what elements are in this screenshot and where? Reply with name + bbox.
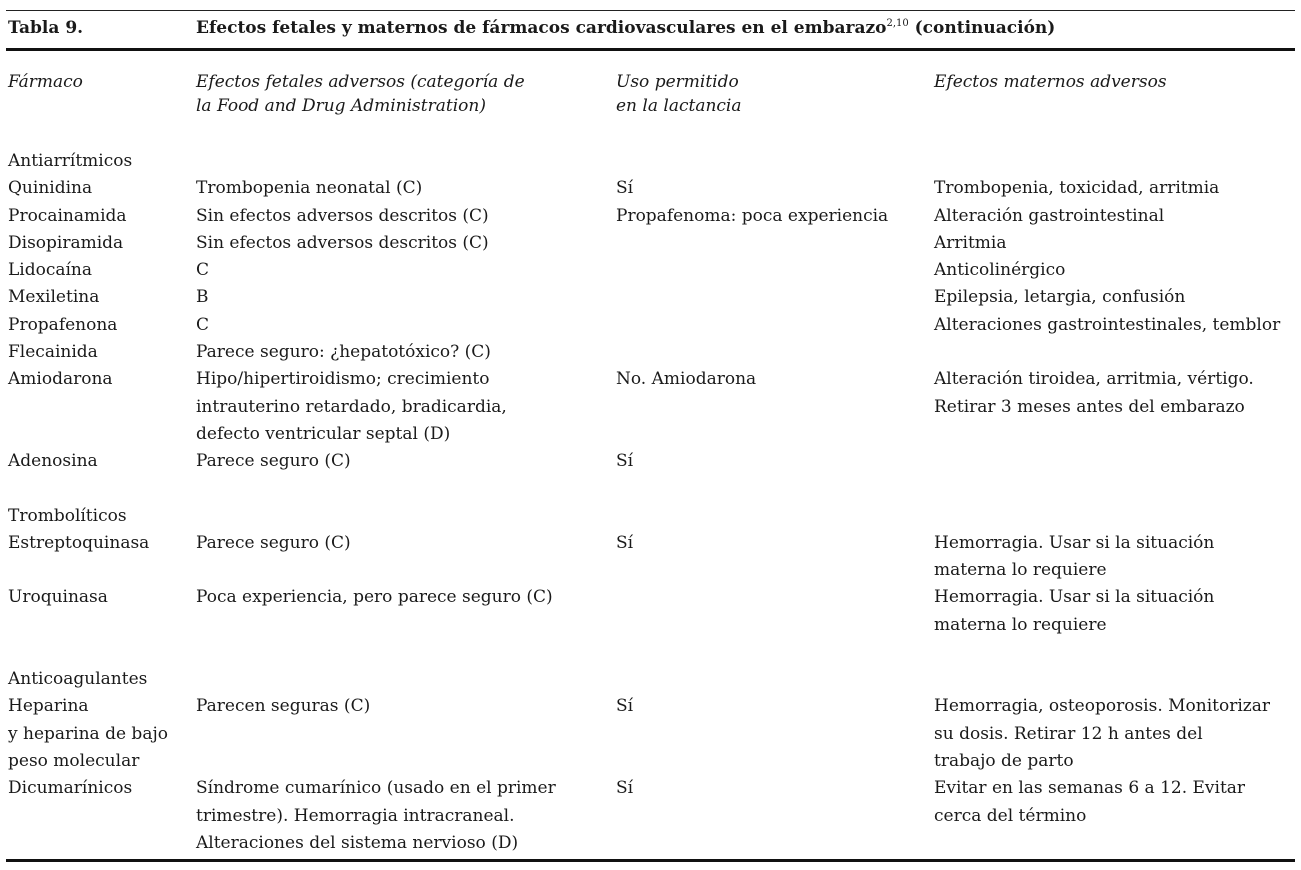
- farmaco-cell: [8, 366, 113, 393]
- group-spacer: [6, 476, 1295, 503]
- table-row: [6, 230, 1295, 257]
- cell-line: Hipo/hipertiroidismo; crecimiento: [196, 369, 490, 390]
- group-heading: [8, 148, 132, 175]
- cell-line: Sí: [616, 451, 634, 472]
- lactancia-cell: [616, 775, 633, 802]
- column-header-line: Efectos fetales adversos (categoría de: [196, 72, 525, 92]
- cell-line: Uroquinasa: [8, 587, 108, 608]
- cell-line: Alteración gastrointestinal: [934, 205, 1165, 226]
- lactancia-cell: [616, 203, 888, 230]
- cell-line: Retirar 3 meses antes del embarazo: [934, 396, 1245, 417]
- table-title: [196, 18, 1055, 38]
- cell-line: Parece seguro (C): [196, 532, 351, 553]
- efectos-maternos-cell: [934, 312, 1280, 339]
- cell-line: Sí: [616, 178, 634, 199]
- efectos-maternos-cell: [934, 203, 1164, 230]
- cell-line: Parecen seguras (C): [196, 696, 371, 717]
- header-rule: [6, 48, 1295, 51]
- cell-line: Sí: [616, 696, 634, 717]
- cell-line: Trombolíticos: [8, 505, 127, 526]
- cell-line: cerca del término: [934, 805, 1087, 826]
- column-header-line: en la lactancia: [616, 96, 742, 116]
- efectos-fetales-cell: [196, 203, 489, 230]
- farmaco-cell: [8, 257, 92, 284]
- column-header-line: Uso permitido: [616, 72, 739, 92]
- cell-line: Disopiramida: [8, 232, 124, 253]
- cell-line: Anticolinérgico: [934, 260, 1066, 281]
- group-heading-row: [6, 666, 1295, 693]
- cell-line: Trombopenia, toxicidad, arritmia: [934, 178, 1220, 199]
- cell-line: Estreptoquinasa: [8, 532, 150, 553]
- efectos-fetales-cell: [196, 693, 370, 720]
- efectos-maternos-cell: [934, 175, 1219, 202]
- cell-line: Flecainida: [8, 342, 98, 363]
- group-heading-row: [6, 503, 1295, 530]
- efectos-maternos-cell: [934, 366, 1254, 421]
- cell-line: Evitar en las semanas 6 a 12. Evitar: [934, 778, 1246, 799]
- bottom-rule: [6, 859, 1295, 862]
- cell-line: trimestre). Hemorragia intracraneal.: [196, 805, 515, 826]
- farmaco-cell: [8, 775, 132, 802]
- cell-line: Alteración tiroidea, arritmia, vértigo.: [934, 369, 1254, 390]
- group-spacer: [6, 639, 1295, 666]
- cell-line: Amiodarona: [8, 369, 113, 390]
- column-header-lactancia: [616, 70, 742, 118]
- farmaco-cell: [8, 203, 127, 230]
- cell-line: No. Amiodarona: [616, 369, 757, 390]
- cell-line: Parece seguro (C): [196, 451, 351, 472]
- cell-line: Hemorragia, osteoporosis. Monitorizar: [934, 696, 1271, 717]
- cell-line: Sí: [616, 778, 634, 799]
- table-row: [6, 584, 1295, 639]
- cell-line: Poca experiencia, pero parece seguro (C): [196, 587, 553, 608]
- table-row: [6, 257, 1295, 284]
- farmaco-cell: [8, 230, 123, 257]
- cell-line: Sí: [616, 532, 634, 553]
- cell-line: y heparina de bajo: [8, 723, 168, 744]
- efectos-fetales-cell: [196, 312, 209, 339]
- table-row: [6, 339, 1295, 366]
- farmaco-cell: [8, 284, 99, 311]
- lactancia-cell: [616, 366, 756, 393]
- table-row: [6, 448, 1295, 475]
- efectos-fetales-cell: [196, 284, 209, 311]
- cell-line: Epilepsia, letargia, confusión: [934, 287, 1186, 308]
- cell-line: Trombopenia neonatal (C): [196, 178, 423, 199]
- column-header-efectos-fetales: [196, 70, 525, 118]
- cell-line: peso molecular: [8, 750, 140, 771]
- efectos-fetales-cell: [196, 366, 507, 448]
- table-row: [6, 203, 1295, 230]
- farmaco-cell: [8, 339, 98, 366]
- table-label: Tabla 9.: [8, 18, 84, 38]
- efectos-maternos-cell: [934, 284, 1185, 311]
- cell-line: Heparina: [8, 696, 89, 717]
- cell-line: defecto ventricular septal (D): [196, 423, 451, 444]
- cell-line: B: [196, 287, 209, 308]
- cell-line: Alteraciones del sistema nervioso (D): [196, 832, 519, 853]
- efectos-fetales-cell: [196, 775, 556, 857]
- cell-line: materna lo requiere: [934, 560, 1107, 581]
- efectos-fetales-cell: [196, 230, 489, 257]
- cell-line: Antiarrítmicos: [8, 151, 133, 171]
- cell-line: Sin efectos adversos descritos (C): [196, 232, 489, 253]
- efectos-fetales-cell: [196, 448, 351, 475]
- cell-line: trabajo de parto: [934, 750, 1074, 771]
- cell-line: Alteraciones gastrointestinales, temblor: [934, 314, 1281, 335]
- column-header-efectos-maternos: [934, 70, 1167, 94]
- cell-line: Propafenoma: poca experiencia: [616, 205, 889, 226]
- cell-line: Arritmia: [934, 232, 1007, 253]
- farmaco-cell: [8, 693, 168, 775]
- table-row: [6, 366, 1295, 448]
- cell-line: materna lo requiere: [934, 614, 1107, 635]
- lactancia-cell: [616, 175, 633, 202]
- column-header-line: Efectos maternos adversos: [934, 72, 1167, 92]
- cell-line: Dicumarínicos: [8, 778, 133, 799]
- farmaco-cell: [8, 584, 108, 611]
- efectos-fetales-cell: [196, 257, 209, 284]
- efectos-maternos-cell: [934, 257, 1065, 284]
- column-header-farmaco: [8, 70, 83, 94]
- table-title-row: [6, 18, 1295, 44]
- table-title-reference: 2,10: [886, 18, 909, 29]
- table-row: [6, 175, 1295, 202]
- farmaco-cell: [8, 530, 149, 557]
- top-rule: [6, 10, 1295, 11]
- farmaco-cell: [8, 448, 98, 475]
- cell-line: Adenosina: [8, 451, 98, 472]
- cell-line: Procainamida: [8, 205, 127, 226]
- group-heading-row: [6, 148, 1295, 175]
- table-body: [6, 148, 1295, 857]
- cell-line: C: [196, 260, 210, 281]
- cell-line: C: [196, 314, 210, 335]
- efectos-fetales-cell: [196, 530, 351, 557]
- group-heading: [8, 503, 127, 530]
- cell-line: su dosis. Retirar 12 h antes del: [934, 723, 1203, 744]
- cell-line: Síndrome cumarínico (usado en el primer: [196, 778, 556, 799]
- cell-line: intrauterino retardado, bradicardia,: [196, 396, 507, 417]
- cell-line: Sin efectos adversos descritos (C): [196, 205, 489, 226]
- table-row: [6, 775, 1295, 857]
- farmaco-cell: [8, 312, 117, 339]
- table-row: [6, 284, 1295, 311]
- column-header-line: Fármaco: [8, 72, 83, 92]
- efectos-maternos-cell: [934, 584, 1214, 639]
- table-title-suffix: (continuación): [908, 18, 1056, 38]
- table-title-main: Efectos fetales y maternos de fármacos cardiovasculares en el embarazo: [196, 18, 887, 38]
- cell-line: Mexiletina: [8, 287, 100, 308]
- table-row: [6, 530, 1295, 585]
- cell-line: Parece seguro: ¿hepatotóxico? (C): [196, 342, 491, 363]
- efectos-maternos-cell: [934, 230, 1007, 257]
- farmaco-cell: [8, 175, 92, 202]
- efectos-maternos-cell: [934, 775, 1245, 830]
- cell-line: Hemorragia. Usar si la situación: [934, 587, 1215, 608]
- cell-line: Quinidina: [8, 178, 93, 199]
- cell-line: Propafenona: [8, 314, 118, 335]
- efectos-fetales-cell: [196, 339, 491, 366]
- column-header-line: la Food and Drug Administration): [196, 96, 486, 116]
- efectos-fetales-cell: [196, 584, 553, 611]
- cell-line: Anticoagulantes: [8, 669, 148, 690]
- cell-line: Lidocaína: [8, 260, 93, 281]
- lactancia-cell: [616, 530, 633, 557]
- efectos-maternos-cell: [934, 693, 1270, 775]
- table-row: [6, 693, 1295, 775]
- efectos-maternos-cell: [934, 530, 1214, 585]
- group-heading: [8, 666, 147, 693]
- lactancia-cell: [616, 693, 633, 720]
- lactancia-cell: [616, 448, 633, 475]
- cell-line: Hemorragia. Usar si la situación: [934, 532, 1215, 553]
- table-row: [6, 312, 1295, 339]
- efectos-fetales-cell: [196, 175, 422, 202]
- document-page: [6, 0, 1295, 870]
